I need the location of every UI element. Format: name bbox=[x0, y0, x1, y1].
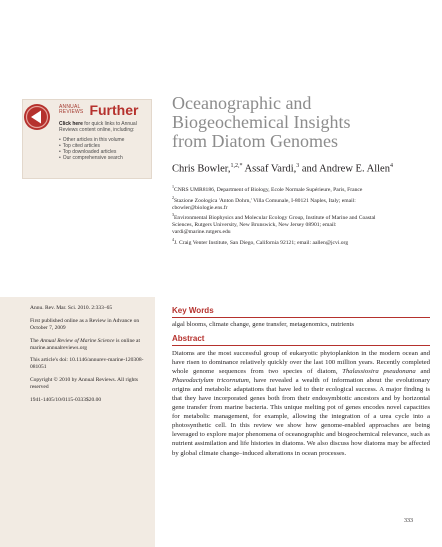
author-name: Assaf Vardi, bbox=[242, 163, 297, 175]
affiliation-sup: 3 bbox=[172, 212, 174, 217]
further-link-item[interactable]: • Other articles in this volume bbox=[59, 137, 149, 143]
further-links-list bbox=[59, 137, 149, 161]
brand-further-word: Further bbox=[89, 102, 139, 118]
abstract-part: and bbox=[415, 368, 431, 376]
doi[interactable]: This article's doi: 10.1146/annurev-marine-120308-081051 bbox=[30, 357, 144, 370]
abstract-part: , have revealed a wealth of information about the evolutionary origins and metabolic adaptations that have led to their ecological success. A major finding is that they have incorporated genes both from their endosymbiotic ancestors and by horizontal gene transfer from marine bacteria. This unique melting pot of genes encodes novel capacities for metabolic management, for example, allowing the integration of a urea cycle into a photosynthetic cell. In this review we show how genome-enabled approaches are being leveraged to explore major phenomena of oceanographic and biogeochemical relevance, such as nutrient assimilation and life histories in diatoms. We also discuss how diatoms may be affected by global climate change–induced alterations in ocean processes. bbox=[172, 377, 430, 457]
author-affil-sup: 4 bbox=[389, 163, 393, 169]
author-name: and Andrew E. Allen bbox=[299, 163, 390, 175]
author-affil-sup: 1,2,* bbox=[230, 163, 243, 169]
key-words-heading: Key Words bbox=[172, 306, 214, 315]
further-link-item[interactable]: • Top downloaded articles bbox=[59, 149, 149, 155]
affiliation bbox=[172, 236, 432, 247]
affiliation bbox=[172, 211, 377, 236]
back-arrow-icon[interactable] bbox=[23, 102, 53, 132]
title-line-3: from Diatom Genomes bbox=[172, 131, 338, 151]
author-affil-sup: 3 bbox=[296, 163, 300, 169]
further-link-item[interactable]: • Top cited articles bbox=[59, 143, 149, 149]
affiliation-sup: 1 bbox=[172, 184, 174, 189]
citation: Annu. Rev. Mar. Sci. 2010. 2:333–65 bbox=[30, 305, 113, 311]
abstract-heading: Abstract bbox=[172, 334, 205, 343]
further-link-item[interactable]: • Our comprehensive search bbox=[59, 155, 149, 161]
author-list bbox=[172, 163, 432, 175]
annual-reviews-further-box[interactable] bbox=[22, 99, 152, 179]
brand-small-label: ANNUAL REVIEWS bbox=[59, 104, 84, 115]
further-lead-text: for quick links to Annual Reviews content online, including: bbox=[59, 121, 137, 133]
affiliation-text: J. Craig Venter Institute, San Diego, California 92121; email: aallen@jcvi.org bbox=[174, 239, 349, 246]
abstract-text bbox=[172, 349, 430, 458]
key-words-rule bbox=[172, 317, 430, 318]
article-info-panel bbox=[0, 297, 155, 547]
issn: 1941-1405/10/0115-0333$20.00 bbox=[30, 397, 102, 403]
affiliation bbox=[172, 183, 432, 194]
affiliation-sup: 4 bbox=[172, 237, 174, 242]
journal-online-pre: The bbox=[30, 338, 40, 344]
click-here-link[interactable]: Click here bbox=[59, 121, 83, 127]
title-line-2: Biogeochemical Insights bbox=[172, 112, 351, 132]
author-name: Chris Bowler, bbox=[172, 163, 231, 175]
journal-online-post: is online at marine.annualreviews.org bbox=[30, 338, 140, 351]
further-description bbox=[59, 121, 149, 161]
further-brand bbox=[59, 103, 138, 121]
species-name: Phaeodactylum tricornutum bbox=[172, 377, 249, 385]
page-number: 333 bbox=[404, 518, 413, 524]
abstract-rule bbox=[172, 345, 430, 346]
first-published: First published online as a Review in Advance on October 7, 2009 bbox=[30, 318, 140, 331]
affiliation-text: Stazione Zoologica 'Anton Dohrn,' Villa Comunale, I-80121 Naples, Italy; email: cbowler@biologie.ens.fr bbox=[172, 197, 356, 211]
article-title bbox=[172, 94, 422, 151]
copyright: Copyright © 2010 by Annual Reviews. All rights reserved bbox=[30, 377, 139, 390]
journal-name: Annual Review of Marine Science bbox=[39, 338, 115, 344]
abstract-part: Diatoms are the most successful group of eukaryotic phytoplankton in the modern ocean and have risen to dominance relatively quickly over the last 100 million years. Recently completed whole genome sequences from two species of diatom, bbox=[172, 350, 430, 376]
affiliation-sup: 2 bbox=[172, 195, 174, 200]
species-name: Thalassiosira pseudonana bbox=[342, 368, 416, 376]
key-words-text: algal blooms, climate change, gene transfer, metagenomics, nutrients bbox=[172, 321, 354, 328]
affiliation-text: Environmental Biophysics and Molecular Ecology Group, Institute of Marine and Coastal Sciences, Rutgers University, New Brunswick, New Jersey 08901; email: vardi@marine.rutgers.edu bbox=[172, 214, 376, 235]
journal-online bbox=[30, 338, 150, 352]
title-line-1: Oceanographic and bbox=[172, 93, 312, 113]
affiliation bbox=[172, 194, 377, 212]
affiliation-text: CNRS UMR8186, Department of Biology, Ecole Normale Supérieure, Paris, France bbox=[174, 186, 363, 193]
